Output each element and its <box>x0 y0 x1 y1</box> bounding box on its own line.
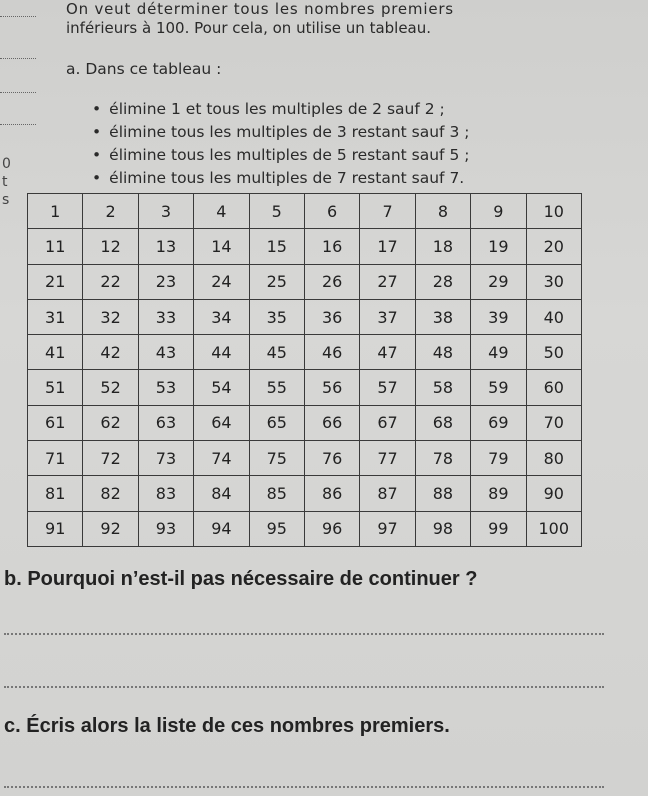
table-cell[interactable]: 20 <box>526 229 581 264</box>
table-cell[interactable]: 55 <box>249 370 304 405</box>
table-cell[interactable]: 64 <box>194 405 249 440</box>
margin-dots <box>0 16 36 17</box>
margin-dots <box>0 58 36 59</box>
margin-dots <box>0 124 36 125</box>
table-row <box>28 370 582 405</box>
table-cell[interactable]: 24 <box>194 264 249 299</box>
question-c: c. Écris alors la liste de ces nombres premiers. <box>4 715 450 737</box>
table-cell[interactable]: 86 <box>304 476 359 511</box>
instruction-item: • élimine tous les multiples de 5 restant sauf 5 ; <box>92 144 469 167</box>
table-cell[interactable]: 29 <box>471 264 526 299</box>
table-row <box>28 194 582 229</box>
table-cell[interactable]: 46 <box>304 335 359 370</box>
answer-line[interactable] <box>4 786 604 788</box>
table-cell[interactable]: 61 <box>28 405 83 440</box>
table-cell[interactable]: 14 <box>194 229 249 264</box>
answer-line[interactable] <box>4 686 604 688</box>
table-cell[interactable]: 1 <box>28 194 83 229</box>
table-cell[interactable]: 52 <box>83 370 138 405</box>
table-cell[interactable]: 51 <box>28 370 83 405</box>
table-cell[interactable]: 23 <box>138 264 193 299</box>
answer-line[interactable] <box>4 633 604 635</box>
table-cell[interactable]: 94 <box>194 511 249 546</box>
table-cell[interactable]: 89 <box>471 476 526 511</box>
table-cell[interactable]: 7 <box>360 194 415 229</box>
table-cell[interactable]: 36 <box>304 299 359 334</box>
table-cell[interactable]: 73 <box>138 441 193 476</box>
table-cell[interactable]: 54 <box>194 370 249 405</box>
table-cell[interactable]: 82 <box>83 476 138 511</box>
margin-mark: t <box>2 174 8 190</box>
table-row <box>28 335 582 370</box>
intro-line-1: On veut déterminer tous les nombres premiers <box>66 0 454 18</box>
table-cell[interactable]: 78 <box>415 441 470 476</box>
margin-mark: 0 <box>2 156 11 172</box>
table-row <box>28 476 582 511</box>
table-cell[interactable]: 91 <box>28 511 83 546</box>
table-cell[interactable]: 58 <box>415 370 470 405</box>
table-cell[interactable]: 87 <box>360 476 415 511</box>
table-cell[interactable]: 43 <box>138 335 193 370</box>
table-cell[interactable]: 30 <box>526 264 581 299</box>
table-cell[interactable]: 44 <box>194 335 249 370</box>
table-cell[interactable]: 22 <box>83 264 138 299</box>
table-cell[interactable]: 41 <box>28 335 83 370</box>
table-cell[interactable]: 21 <box>28 264 83 299</box>
table-cell[interactable]: 80 <box>526 441 581 476</box>
table-cell[interactable]: 83 <box>138 476 193 511</box>
table-cell[interactable]: 11 <box>28 229 83 264</box>
table-cell[interactable]: 45 <box>249 335 304 370</box>
table-cell[interactable]: 25 <box>249 264 304 299</box>
margin-mark: s <box>2 192 10 208</box>
table-row <box>28 405 582 440</box>
table-cell[interactable]: 35 <box>249 299 304 334</box>
table-cell[interactable]: 17 <box>360 229 415 264</box>
table-cell[interactable]: 48 <box>415 335 470 370</box>
intro-text <box>66 0 626 38</box>
number-table <box>27 193 582 547</box>
table-cell[interactable]: 49 <box>471 335 526 370</box>
question-b: b. Pourquoi n’est-il pas nécessaire de continuer ? <box>4 568 478 590</box>
table-cell[interactable]: 85 <box>249 476 304 511</box>
table-cell[interactable]: 13 <box>138 229 193 264</box>
table-cell[interactable]: 31 <box>28 299 83 334</box>
table-cell[interactable]: 10 <box>526 194 581 229</box>
table-cell[interactable]: 15 <box>249 229 304 264</box>
table-cell[interactable]: 18 <box>415 229 470 264</box>
table-cell[interactable]: 6 <box>304 194 359 229</box>
table-cell[interactable]: 33 <box>138 299 193 334</box>
table-cell[interactable]: 99 <box>471 511 526 546</box>
table-cell[interactable]: 53 <box>138 370 193 405</box>
table-cell[interactable]: 93 <box>138 511 193 546</box>
table-cell[interactable]: 95 <box>249 511 304 546</box>
table-cell[interactable]: 97 <box>360 511 415 546</box>
table-cell[interactable]: 79 <box>471 441 526 476</box>
table-cell[interactable]: 77 <box>360 441 415 476</box>
table-cell[interactable]: 92 <box>83 511 138 546</box>
table-cell[interactable]: 19 <box>471 229 526 264</box>
table-cell[interactable]: 75 <box>249 441 304 476</box>
instruction-list <box>92 98 469 190</box>
table-cell[interactable]: 70 <box>526 405 581 440</box>
table-cell[interactable]: 56 <box>304 370 359 405</box>
table-cell[interactable]: 57 <box>360 370 415 405</box>
table-cell[interactable]: 47 <box>360 335 415 370</box>
table-cell[interactable]: 63 <box>138 405 193 440</box>
table-cell[interactable]: 96 <box>304 511 359 546</box>
table-cell[interactable]: 72 <box>83 441 138 476</box>
table-cell[interactable]: 62 <box>83 405 138 440</box>
table-cell[interactable]: 42 <box>83 335 138 370</box>
table-cell[interactable]: 37 <box>360 299 415 334</box>
table-cell[interactable]: 39 <box>471 299 526 334</box>
table-cell[interactable]: 8 <box>415 194 470 229</box>
table-row <box>28 511 582 546</box>
table-cell[interactable]: 26 <box>304 264 359 299</box>
table-cell[interactable]: 88 <box>415 476 470 511</box>
table-cell[interactable]: 34 <box>194 299 249 334</box>
table-cell[interactable]: 68 <box>415 405 470 440</box>
table-cell[interactable]: 65 <box>249 405 304 440</box>
table-cell[interactable]: 32 <box>83 299 138 334</box>
table-row <box>28 264 582 299</box>
table-cell[interactable]: 81 <box>28 476 83 511</box>
table-cell[interactable]: 3 <box>138 194 193 229</box>
intro-line-2: inférieurs à 100. Pour cela, on utilise un tableau. <box>66 19 432 37</box>
instruction-item: • élimine tous les multiples de 7 restant sauf 7. <box>92 167 469 190</box>
table-cell[interactable]: 9 <box>471 194 526 229</box>
table-cell[interactable]: 4 <box>194 194 249 229</box>
table-cell[interactable]: 2 <box>83 194 138 229</box>
table-cell[interactable]: 71 <box>28 441 83 476</box>
table-cell[interactable]: 100 <box>526 511 581 546</box>
table-cell[interactable]: 27 <box>360 264 415 299</box>
table-row <box>28 229 582 264</box>
table-cell[interactable]: 60 <box>526 370 581 405</box>
table-cell[interactable]: 76 <box>304 441 359 476</box>
table-cell[interactable]: 38 <box>415 299 470 334</box>
table-cell[interactable]: 12 <box>83 229 138 264</box>
margin-dots <box>0 92 36 93</box>
table-cell[interactable]: 59 <box>471 370 526 405</box>
table-row <box>28 441 582 476</box>
table-cell[interactable]: 84 <box>194 476 249 511</box>
table-cell[interactable]: 28 <box>415 264 470 299</box>
table-cell[interactable]: 16 <box>304 229 359 264</box>
table-cell[interactable]: 69 <box>471 405 526 440</box>
table-cell[interactable]: 50 <box>526 335 581 370</box>
table-cell[interactable]: 40 <box>526 299 581 334</box>
table-row <box>28 299 582 334</box>
table-cell[interactable]: 5 <box>249 194 304 229</box>
instruction-item: • élimine tous les multiples de 3 restant sauf 3 ; <box>92 121 469 144</box>
table-cell[interactable]: 66 <box>304 405 359 440</box>
table-cell[interactable]: 90 <box>526 476 581 511</box>
instruction-item: • élimine 1 et tous les multiples de 2 sauf 2 ; <box>92 98 469 121</box>
part-a-heading: a. Dans ce tableau : <box>66 60 222 78</box>
table-cell[interactable]: 98 <box>415 511 470 546</box>
table-cell[interactable]: 67 <box>360 405 415 440</box>
table-cell[interactable]: 74 <box>194 441 249 476</box>
